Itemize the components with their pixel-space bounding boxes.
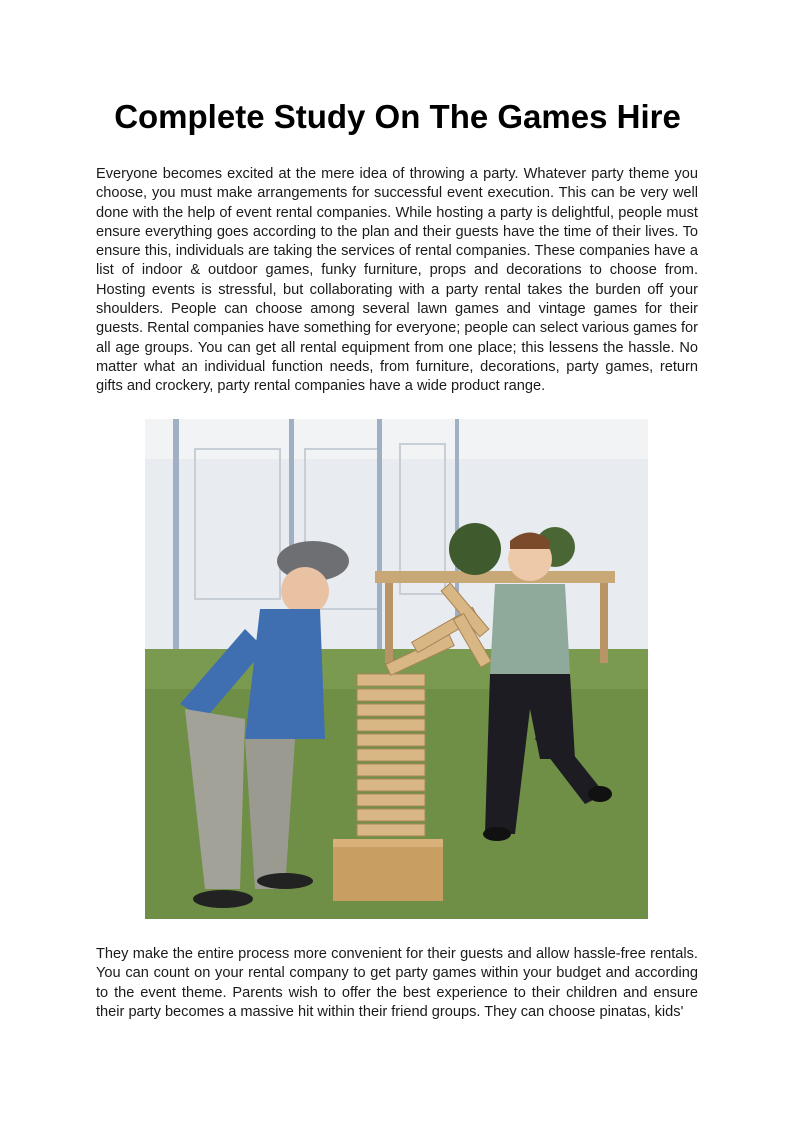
- continuation-paragraph: They make the entire process more convenient for their guests and allow hassle-free rentals. You can count on your rental company to get party games within your budget and according to the event theme. Parents wish to offer the best experience to their children and ensure their party becomes a massive hit within their friend groups. They can choose pinatas, kids': [96, 946, 698, 1020]
- intro-paragraph: Everyone becomes excited at the mere idea of throwing a party. Whatever party theme you choose, you must make arrangements for successful event execution. This can be very well done with the help of event rental companies. While hosting a party is delightful, people must ensure everything goes according to the plan and their guests have the time of their lives. To ensure this, individuals are taking the services of rental companies. These companies have a list of indoor & outdoor games, funky furniture, props and decorations to choose from. Hosting events is stressful, but collaborating with a party rental takes the burden off your shoulders. People can choose among several lawn games and vintage games for their guests. Rental companies have something for everyone; people can select various games for all age groups. You can get all rental equipment from one place; this lessens the hassle. No matter what an individual function needs, from furniture, decorations, party games, return gifts and crockery, party rental companies have a wide product range.: [96, 166, 698, 395]
- page-title: Complete Study On The Games Hire: [114, 98, 681, 135]
- giant-jenga-photo: [145, 419, 648, 919]
